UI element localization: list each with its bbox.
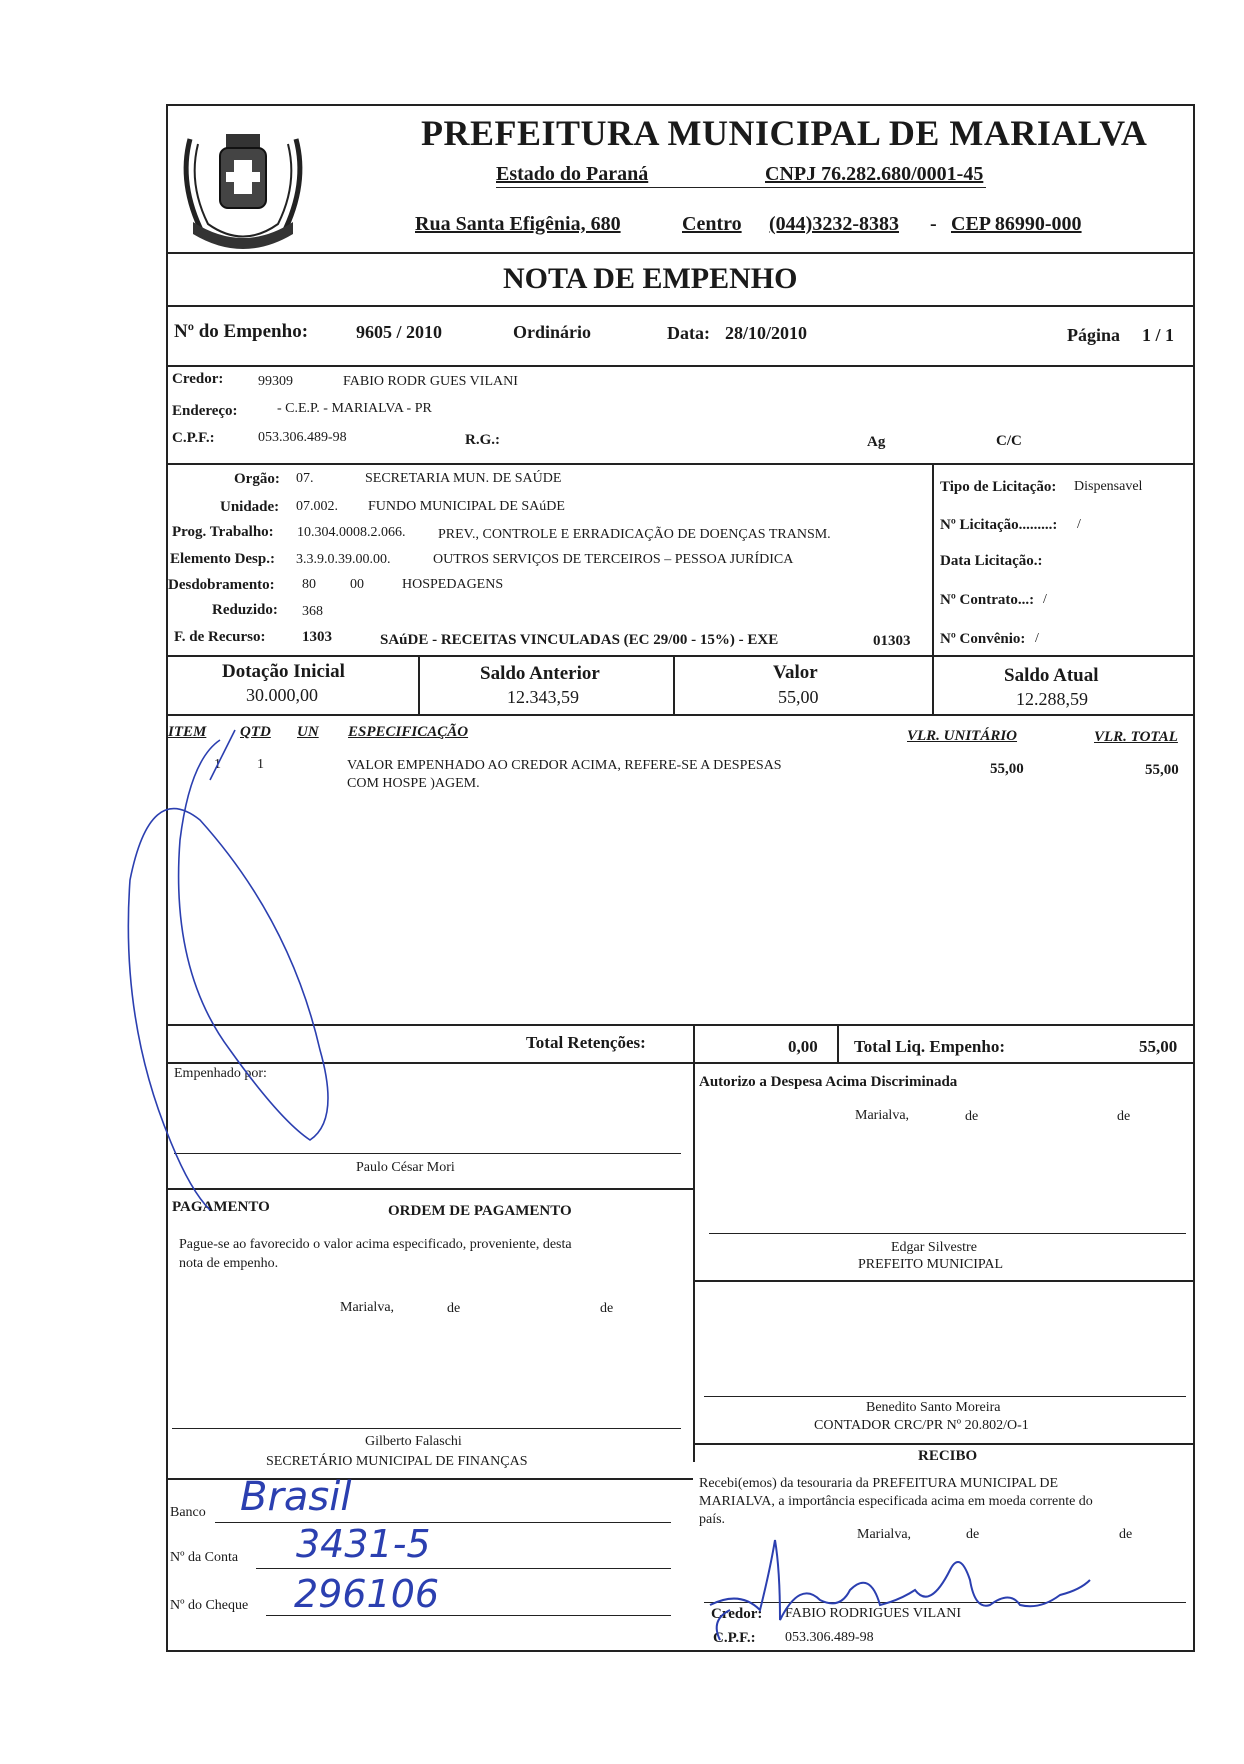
credor-signature bbox=[700, 1510, 1110, 1650]
pagamento-text-1: Pague-se ao favorecido o valor acima especificado, proveniente, desta bbox=[179, 1237, 572, 1252]
recibo-de-2: de bbox=[1119, 1527, 1133, 1542]
item-vlr-total: 55,00 bbox=[1145, 762, 1179, 778]
reduzido-value: 368 bbox=[302, 604, 323, 619]
convenio-label: Nº Convênio: bbox=[940, 631, 1026, 647]
pagamento-city: Marialva, bbox=[340, 1300, 395, 1315]
item-spec-line-1: VALOR EMPENHADO AO CREDOR ACIMA, REFERE-SE A DESPESAS bbox=[347, 758, 782, 773]
recibo-cpf: 053.306.489-98 bbox=[785, 1630, 874, 1645]
contrato-label: Nº Contrato...: bbox=[940, 592, 1035, 608]
recibo-credor-label: Credor: bbox=[711, 1606, 763, 1622]
unidade-code: 07.002. bbox=[296, 499, 338, 514]
contador-cargo: CONTADOR CRC/PR Nº 20.802/O-1 bbox=[814, 1418, 1029, 1433]
contador-name: Benedito Santo Moreira bbox=[866, 1400, 1001, 1415]
cnpj: CNPJ 76.282.680/0001-45 bbox=[765, 163, 984, 185]
pagina-label: Página bbox=[1067, 325, 1121, 345]
numero-licitacao-label: Nº Licitação.........: bbox=[940, 517, 1058, 533]
recurso-name: SAúDE - RECEITAS VINCULADAS (EC 29/00 - 15%) - EXE bbox=[380, 632, 779, 648]
item-number: 1 bbox=[214, 757, 221, 772]
reduzido-label: Reduzido: bbox=[212, 602, 278, 618]
saldo-divider bbox=[418, 655, 420, 714]
autorizo-label: Autorizo a Despesa Acima Discriminada bbox=[699, 1074, 958, 1090]
col-especificacao: ESPECIFICAÇÃO bbox=[348, 724, 469, 740]
header-phone: (044)3232-8383 bbox=[769, 213, 899, 235]
item-spec-line-2: COM HOSPE )AGEM. bbox=[347, 776, 480, 791]
dotacao-label: Dotação Inicial bbox=[222, 661, 345, 682]
autorizo-de-1: de bbox=[965, 1109, 979, 1124]
conta-label: Nº da Conta bbox=[170, 1550, 239, 1565]
banco-handwritten: Brasil bbox=[240, 1474, 352, 1520]
recurso-number: 01303 bbox=[873, 633, 911, 649]
desdobramento-a: 80 bbox=[302, 577, 316, 592]
saldo-atual-label: Saldo Atual bbox=[1004, 665, 1099, 686]
handwritten-visa-mark bbox=[110, 720, 390, 1220]
rule bbox=[166, 252, 1195, 254]
cheque-handwritten: 296106 bbox=[294, 1572, 440, 1616]
licitacao-divider bbox=[932, 463, 934, 656]
credor-address: - C.E.P. - MARIALVA - PR bbox=[277, 401, 432, 416]
recurso-code: 1303 bbox=[302, 629, 332, 645]
autorizo-de-2: de bbox=[1117, 1109, 1131, 1124]
recurso-label: F. de Recurso: bbox=[174, 629, 266, 645]
pagamento-text-2: nota de empenho. bbox=[179, 1256, 279, 1271]
tipo-licitacao-label: Tipo de Licitação: bbox=[940, 479, 1057, 495]
item-qtd: 1 bbox=[257, 757, 264, 772]
recibo-city: Marialva, bbox=[857, 1527, 912, 1542]
contrato-value: / bbox=[1043, 592, 1047, 607]
recibo-cpf-label: C.P.F.: bbox=[713, 1630, 756, 1646]
credor-code: 99309 bbox=[258, 374, 293, 389]
rule bbox=[166, 365, 1195, 367]
cheque-label: Nº do Cheque bbox=[170, 1598, 249, 1613]
header-centro: Centro bbox=[682, 213, 742, 235]
desdobramento-b: 00 bbox=[350, 577, 364, 592]
recibo-label: RECIBO bbox=[918, 1448, 978, 1464]
saldo-anterior-label: Saldo Anterior bbox=[480, 663, 600, 684]
prog-name: PREV., CONTROLE E ERRADICAÇÃO DE DOENÇAS TRANSM. bbox=[438, 527, 831, 542]
pagamento-de-1: de bbox=[447, 1301, 461, 1316]
conta-line bbox=[256, 1568, 671, 1569]
prefeito-name: Edgar Silvestre bbox=[891, 1240, 977, 1255]
header-cep: CEP 86990-000 bbox=[951, 213, 1082, 235]
banco-label: Banco bbox=[170, 1505, 206, 1520]
item-vlr-unitario: 55,00 bbox=[990, 761, 1024, 777]
total-retencoes-value: 0,00 bbox=[788, 1037, 818, 1056]
elemento-name: OUTROS SERVIÇOS DE TERCEIROS – PESSOA JURÍDICA bbox=[433, 552, 794, 567]
col-vlr-total: VLR. TOTAL bbox=[1094, 729, 1178, 745]
empenho-number-label: Nº do Empenho: bbox=[174, 321, 309, 342]
recibo-text-1: Recebi(emos) da tesouraria da PREFEITURA MUNICIPAL DE bbox=[699, 1476, 1059, 1491]
signature-line bbox=[172, 1428, 681, 1429]
rule bbox=[693, 1280, 1195, 1282]
nota-de-empenho-title: NOTA DE EMPENHO bbox=[503, 262, 798, 295]
total-retencoes-label: Total Retenções: bbox=[526, 1033, 646, 1052]
recibo-de-1: de bbox=[966, 1527, 980, 1542]
header-underline-1 bbox=[496, 187, 986, 188]
data-label: Data: bbox=[667, 323, 710, 343]
header-address: Rua Santa Efigênia, 680 bbox=[415, 213, 621, 235]
orgao-name: SECRETARIA MUN. DE SAÚDE bbox=[365, 471, 562, 486]
prog-label: Prog. Trabalho: bbox=[172, 524, 274, 540]
rule bbox=[166, 463, 1195, 465]
pagamento-de-2: de bbox=[600, 1301, 614, 1316]
center-divider bbox=[693, 1024, 695, 1462]
orgao-label: Orgão: bbox=[234, 471, 280, 487]
estado: Estado do Paraná bbox=[496, 163, 649, 185]
header-separator: - bbox=[930, 213, 937, 235]
saldo-atual-value: 12.288,59 bbox=[1016, 689, 1088, 709]
convenio-value: / bbox=[1035, 631, 1039, 646]
elemento-label: Elemento Desp.: bbox=[170, 551, 275, 567]
conta-handwritten: 3431-5 bbox=[296, 1522, 431, 1566]
endereco-label: Endereço: bbox=[172, 403, 238, 419]
prefeito-cargo: PREFEITO MUNICIPAL bbox=[858, 1257, 1004, 1272]
empenhado-name: Paulo César Mori bbox=[356, 1160, 455, 1175]
rule bbox=[166, 714, 1195, 716]
autorizo-city: Marialva, bbox=[855, 1108, 910, 1123]
total-liquido-value: 55,00 bbox=[1139, 1037, 1178, 1056]
data-licitacao-label: Data Licitação.: bbox=[940, 553, 1043, 569]
empenhado-label: Empenhado por: bbox=[174, 1066, 267, 1081]
ag-label: Ag bbox=[867, 434, 886, 450]
col-vlr-unitario: VLR. UNITÁRIO bbox=[907, 728, 1018, 744]
prefeitura-title: PREFEITURA MUNICIPAL DE MARIALVA bbox=[421, 113, 1148, 153]
credor-name: FABIO RODR GUES VILANI bbox=[343, 374, 518, 389]
recibo-credor-name: FABIO RODRIGUES VILANI bbox=[785, 1606, 962, 1621]
rg-label: R.G.: bbox=[465, 432, 500, 448]
credor-cpf: 053.306.489-98 bbox=[258, 430, 347, 445]
total-liquido-label: Total Liq. Empenho: bbox=[854, 1037, 1005, 1056]
prog-code: 10.304.0008.2.066. bbox=[297, 525, 406, 540]
recibo-text-3: país. bbox=[699, 1512, 726, 1527]
ordem-pagamento-label: ORDEM DE PAGAMENTO bbox=[388, 1203, 572, 1219]
secretario-cargo: SECRETÁRIO MUNICIPAL DE FINANÇAS bbox=[266, 1454, 528, 1469]
dotacao-value: 30.000,00 bbox=[246, 685, 318, 705]
desdobramento-name: HOSPEDAGENS bbox=[402, 577, 504, 592]
cc-label: C/C bbox=[996, 433, 1022, 449]
empenho-type: Ordinário bbox=[513, 322, 592, 342]
saldo-anterior-value: 12.343,59 bbox=[507, 687, 579, 707]
empenho-date: 28/10/2010 bbox=[725, 323, 808, 343]
rule bbox=[693, 1443, 1195, 1445]
rule bbox=[166, 655, 1195, 657]
desdobramento-label: Desdobramento: bbox=[168, 577, 275, 593]
secretario-name: Gilberto Falaschi bbox=[365, 1434, 462, 1449]
numero-licitacao-value: / bbox=[1077, 517, 1081, 532]
signature-line bbox=[704, 1396, 1186, 1397]
signature-line bbox=[709, 1233, 1186, 1234]
col-item: ITEM bbox=[168, 724, 207, 740]
col-un: UN bbox=[297, 724, 319, 740]
banco-line bbox=[215, 1522, 671, 1523]
totals-divider bbox=[837, 1024, 839, 1062]
recibo-text-2: MARIALVA, a importância especificada acima em moeda corrente do bbox=[699, 1494, 1093, 1509]
elemento-code: 3.3.9.0.39.00.00. bbox=[296, 552, 391, 567]
credor-label: Credor: bbox=[172, 371, 224, 387]
valor-label: Valor bbox=[773, 662, 818, 683]
unidade-name: FUNDO MUNICIPAL DE SAúDE bbox=[368, 499, 565, 514]
cpf-label: C.P.F.: bbox=[172, 430, 215, 446]
orgao-code: 07. bbox=[296, 471, 314, 486]
col-qtd: QTD bbox=[240, 724, 271, 740]
rule bbox=[166, 305, 1195, 307]
saldo-divider bbox=[673, 655, 675, 714]
valor-value: 55,00 bbox=[778, 687, 819, 707]
coat-of-arms-logo bbox=[168, 104, 318, 254]
pagamento-label: PAGAMENTO bbox=[172, 1199, 270, 1215]
pagina-number: 1 / 1 bbox=[1142, 325, 1175, 345]
tipo-licitacao-value: Dispensavel bbox=[1074, 479, 1143, 494]
saldo-divider bbox=[932, 655, 934, 714]
empenho-number: 9605 / 2010 bbox=[356, 322, 443, 342]
unidade-label: Unidade: bbox=[220, 499, 280, 515]
